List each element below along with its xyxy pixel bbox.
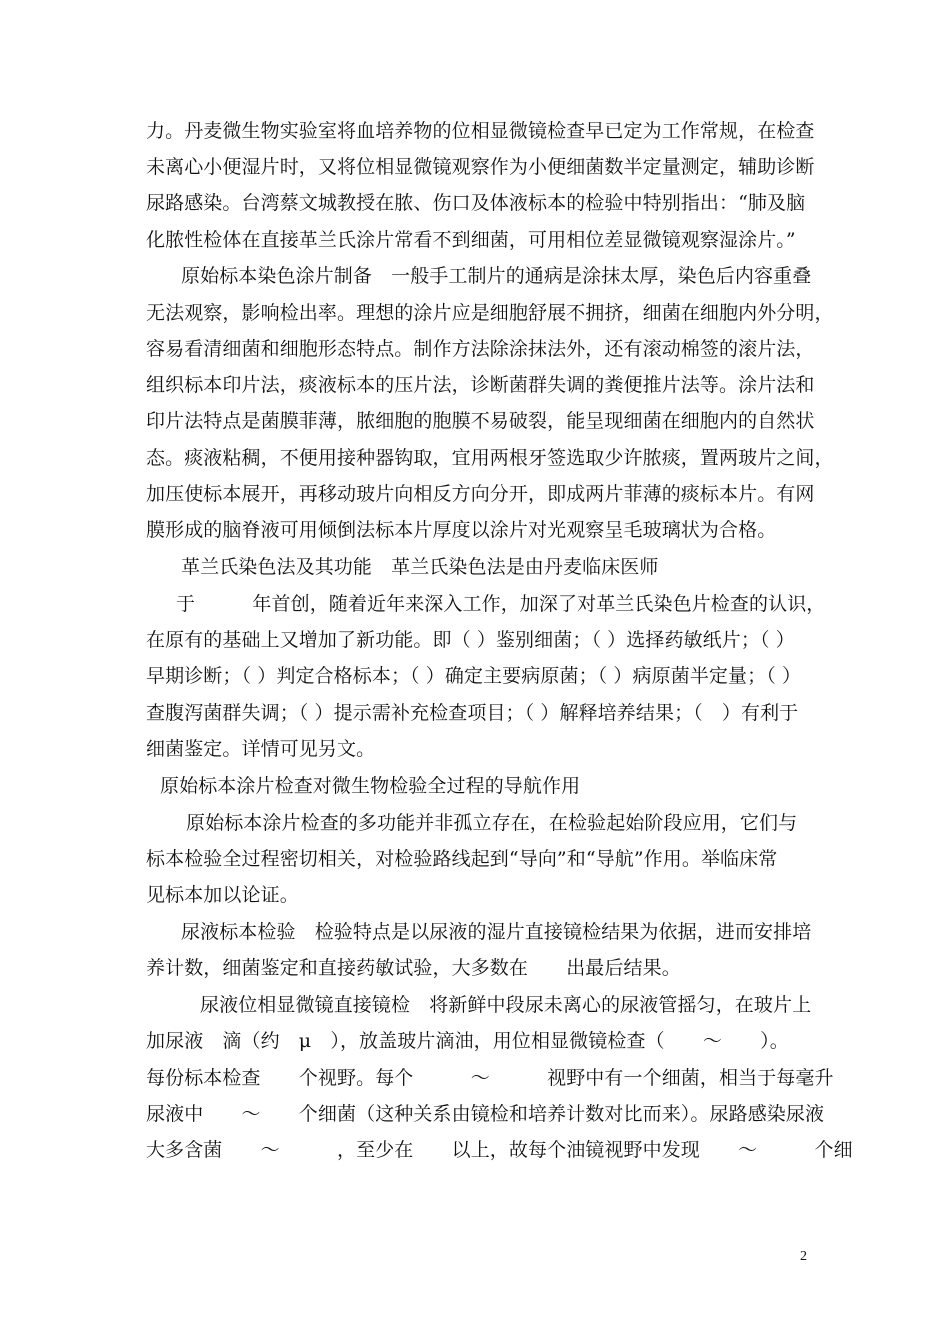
text-line: 印片法特点是菌膜菲薄，脓细胞的胞膜不易破裂，能呈现细菌在细胞内的自然状	[146, 410, 815, 432]
text-line: 标本检验全过程密切相关，对检验路线起到“导向”和“导航”作用。举临床常	[146, 848, 778, 870]
page-number: 2	[800, 1249, 807, 1264]
text-line: 加尿液 滴（约 μ ），放盖玻片滴油，用位相显微镜检查（ ～ ）。	[146, 1030, 789, 1052]
paragraph-heading: 尿液位相显微镜直接镜检 将新鲜中段尿未离心的尿液管摇匀，在玻片上	[200, 994, 812, 1016]
text-line: 细菌鉴定。详情可见另文。	[146, 738, 376, 760]
paragraph-heading: 原始标本染色涂片制备 一般手工制片的通病是涂抹太厚，染色后内容重叠	[181, 265, 812, 287]
text-line: 于 年首创，随着近年来深入工作，加深了对革兰氏染色片检查的认识，	[176, 593, 826, 615]
text-line: 养计数，细菌鉴定和直接药敏试验，大多数在 出最后结果。	[146, 957, 681, 979]
text-line: 组织标本印片法，痰液标本的压片法，诊断菌群失调的粪便推片法等。涂片法和	[146, 374, 815, 396]
text-line: 原始标本涂片检查的多功能并非孤立存在，在检验起始阶段应用，它们与	[186, 812, 798, 834]
text-line: 未离心小便湿片时，又将位相显微镜观察作为小便细菌数半定量测定，辅助诊断	[146, 156, 815, 178]
text-line: 加压使标本展开，再移动玻片向相反方向分开，即成两片菲薄的痰标本片。有网	[146, 483, 815, 505]
paragraph-heading: 革兰氏染色法及其功能 革兰氏染色法是由丹麦临床医师	[181, 556, 659, 578]
paragraph-heading: 尿液标本检验 检验特点是以尿液的湿片直接镜检结果为依据，进而安排培	[181, 921, 812, 943]
text-line: 无法观察，影响检出率。理想的涂片应是细胞舒展不拥挤，细菌在细胞内外分明，	[146, 302, 834, 324]
text-line: 尿路感染。台湾蔡文城教授在脓、伤口及体液标本的检验中特别指出：“肺及脑	[146, 192, 806, 214]
text-line: 查腹泻菌群失调；（ ）提示需补充检查项目；（ ）解释培养结果；（ ）有利于	[146, 702, 799, 724]
text-line: 尿液中 ～ 个细菌（这种关系由镜检和培养计数对比而来）。尿路感染尿液	[146, 1103, 825, 1125]
text-line: 每份标本检查 个视野。每个 ～ 视野中有一个细菌，相当于每毫升	[146, 1067, 834, 1089]
text-line: 化脓性检体在直接革兰氏涂片常看不到细菌，可用相位差显微镜观察湿涂片。”	[146, 229, 796, 251]
text-line: 态。痰液粘稠，不便用接种器钩取，宜用两根牙签选取少许脓痰，置两玻片之间，	[146, 447, 834, 469]
text-line: 容易看清细菌和细胞形态特点。制作方法除涂抹法外，还有滚动棉签的滚片法，	[146, 338, 815, 360]
text-line: 早期诊断；（ ）判定合格标本；（ ）确定主要病原菌；（ ）病原菌半定量；（ ）	[146, 665, 802, 687]
text-line: 在原有的基础上又增加了新功能。即（ ）鉴别细菌；（ ）选择药敏纸片；（ ）	[146, 629, 795, 651]
text-line: 力。丹麦微生物实验室将血培养物的位相显微镜检查早已定为工作常规，在检查	[146, 120, 815, 142]
section-heading: 原始标本涂片检查对微生物检验全过程的导航作用	[160, 775, 581, 797]
text-line: 大多含菌 ～ ，至少在 以上，故每个油镜视野中发现 ～ 个细	[146, 1139, 853, 1161]
text-line: 见标本加以论证。	[146, 884, 299, 906]
text-line: 膜形成的脑脊液可用倾倒法标本片厚度以涂片对光观察呈毛玻璃状为合格。	[146, 519, 777, 541]
